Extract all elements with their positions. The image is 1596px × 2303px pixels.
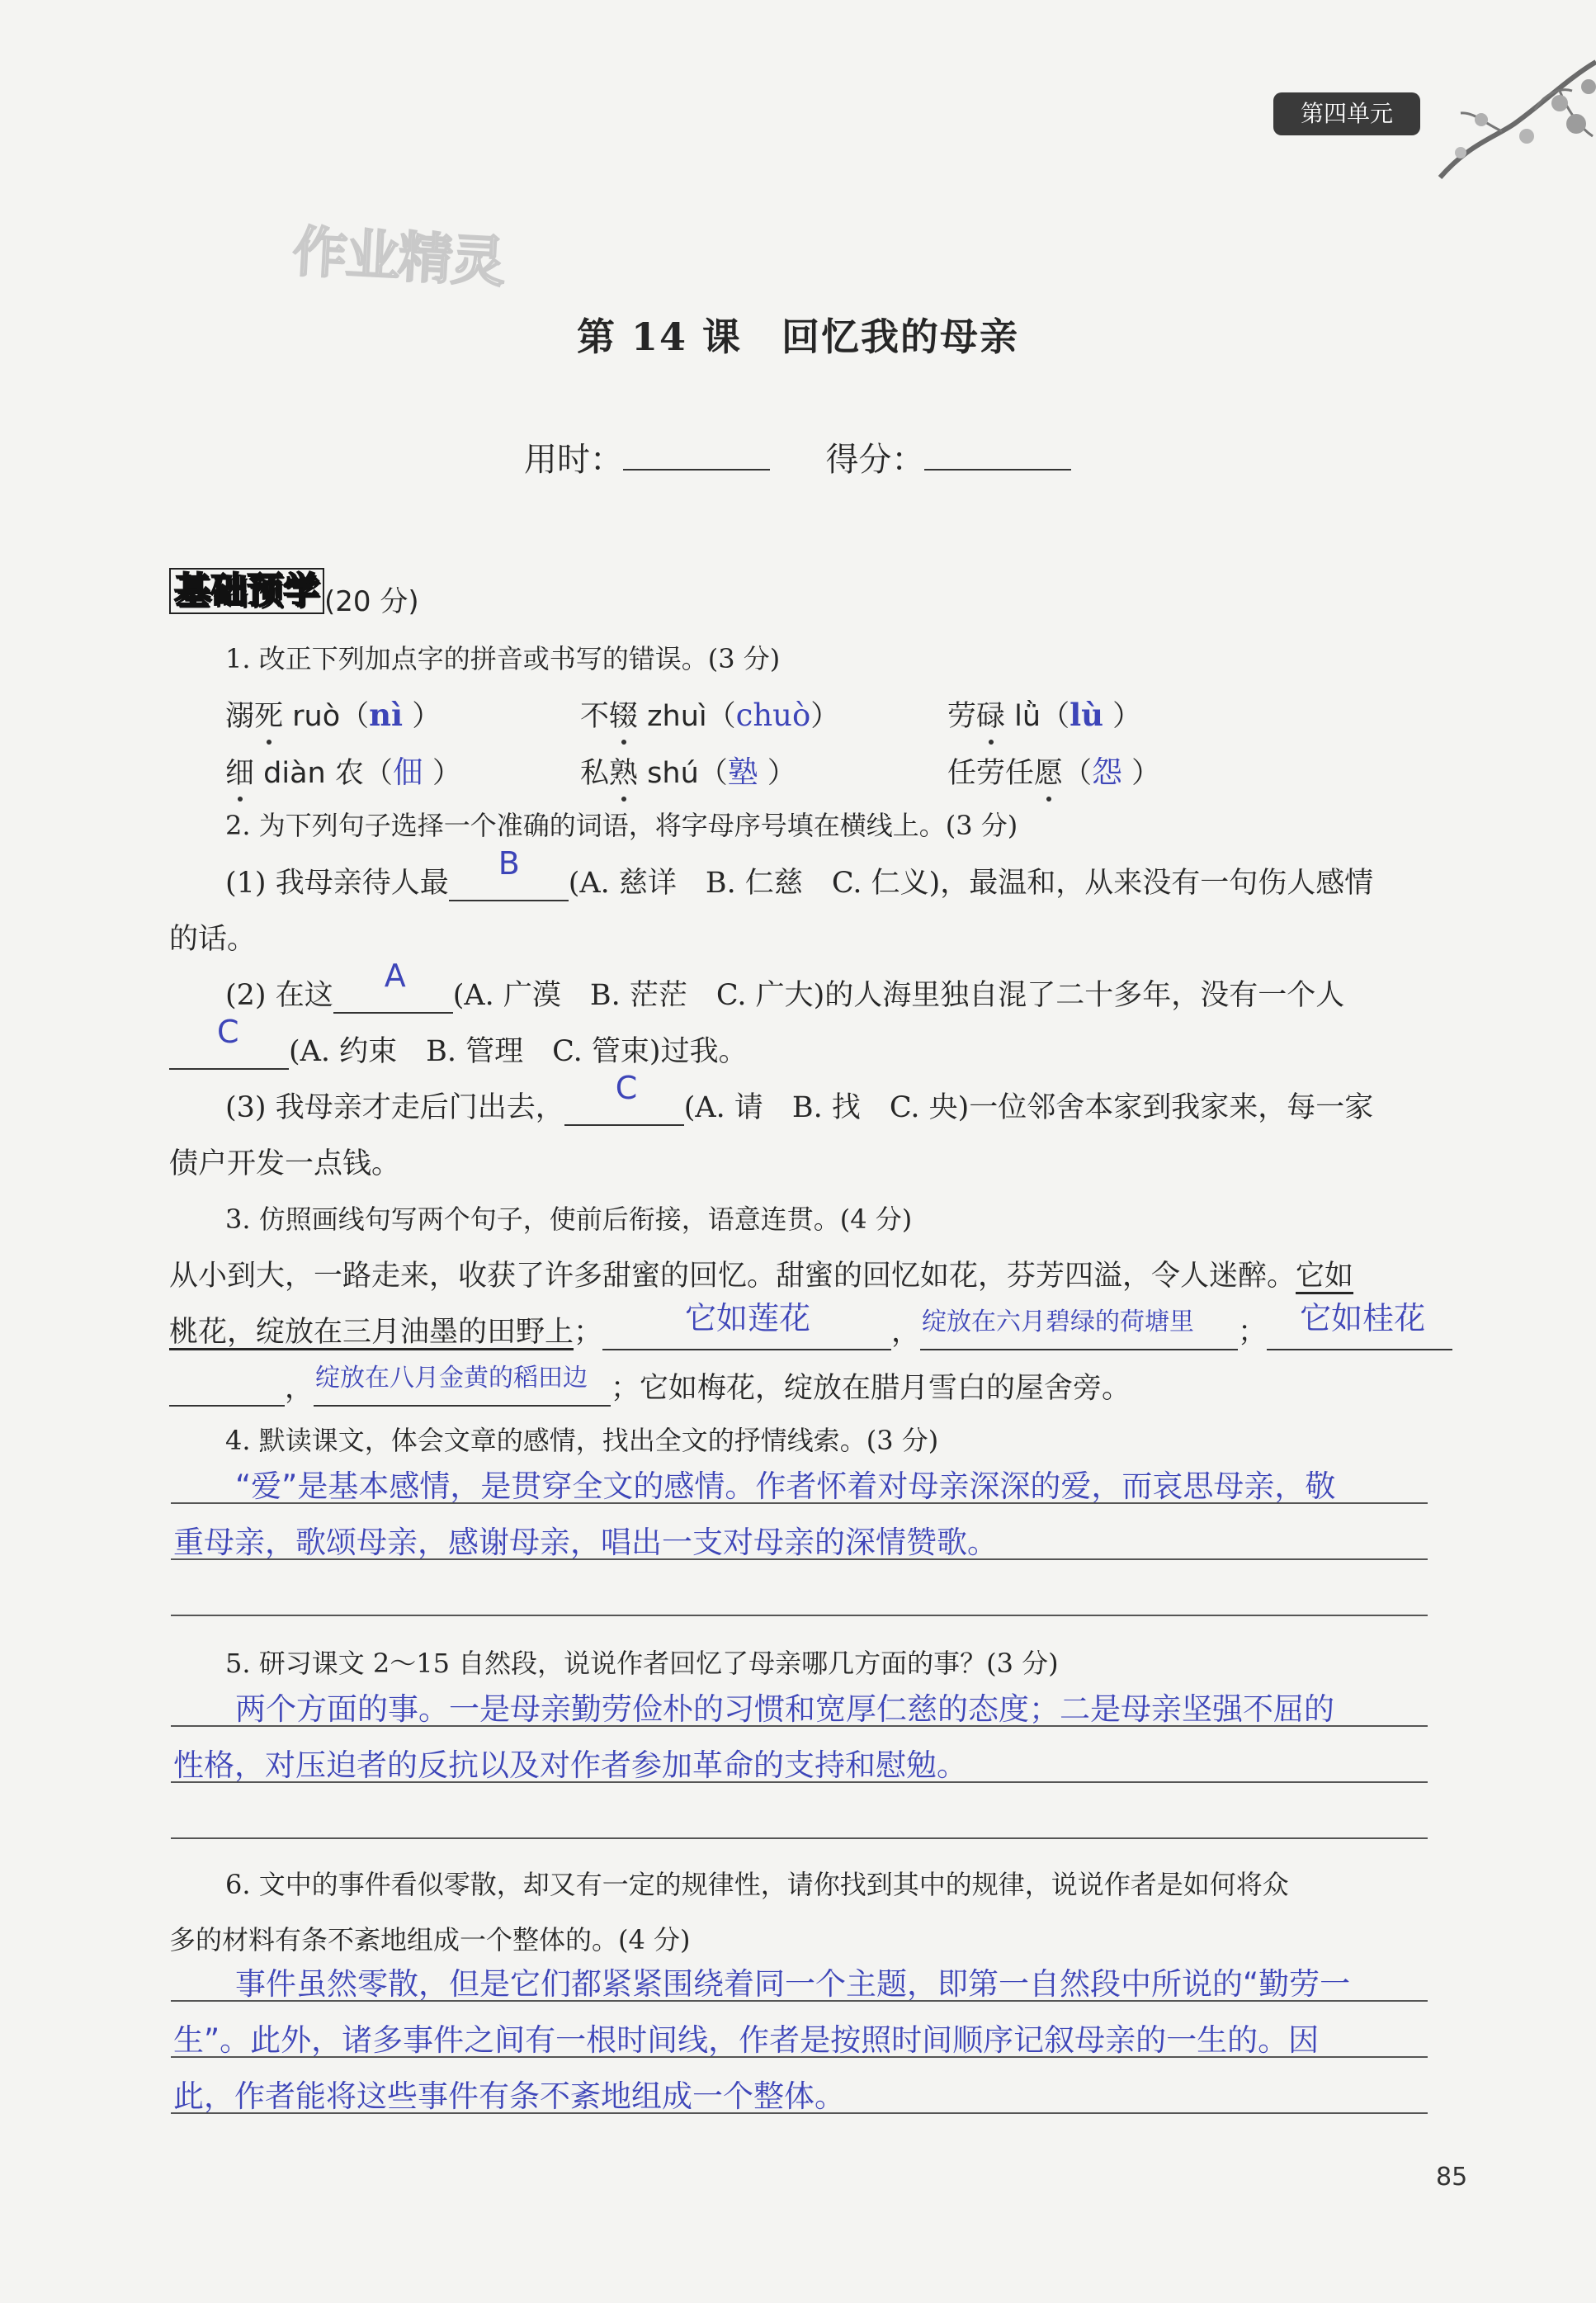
q2-blank-1[interactable]: B: [449, 867, 569, 901]
q4-answer-line-1[interactable]: “爱”是基本感情，是贯穿全文的感情。作者怀着对母亲深深的爱，而哀思母亲，敬: [235, 1468, 1336, 1504]
q1-answer-6[interactable]: 怨: [1092, 754, 1123, 790]
q4-prompt: 4. 默读课文，体会文章的感情，找出全文的抒情线索。(3 分): [225, 1425, 939, 1456]
q2-blank-2[interactable]: A: [333, 979, 453, 1014]
q6-answer-line-2[interactable]: 生”。此外，诸多事件之间有一根时间线，作者是按照时间顺序记叙母亲的一生的。因: [173, 2022, 1320, 2058]
q3-blank-1[interactable]: 它如莲花: [602, 1316, 891, 1350]
time-label: 用时：: [524, 441, 623, 479]
section-header: [169, 568, 419, 619]
q3-line-1: 从小到大，一路走来，收获了许多甜蜜的回忆。甜蜜的回忆如花，芬芳四溢，令人迷醉。它如: [169, 1260, 1354, 1293]
watermark: 作业精灵: [290, 220, 506, 295]
q3-blank-3[interactable]: 它如桂花: [1267, 1316, 1452, 1350]
q1-item-1: 溺死 ruò（nì ）: [225, 693, 441, 735]
q2-sentence-3: (3) 我母亲才走后门出去， C (A. 请 B. 找 C. 央)一位邻舍本家到我家来，每一家: [225, 1070, 1374, 1124]
q2-prompt: 2. 为下列句子选择一个准确的词语，将字母序号填在横线上。(3 分): [225, 810, 1018, 841]
q3-blank-4[interactable]: 绽放在八月金黄的稻田边: [314, 1372, 611, 1407]
q5-prompt: 5. 研习课文 2～15 自然段，说说作者回忆了母亲哪几方面的事？(3 分): [225, 1648, 1059, 1679]
q1-prompt: 1. 改正下列加点字的拼音或书写的错误。(3 分): [225, 643, 781, 674]
unit-badge: 第四单元: [1273, 92, 1420, 135]
q6-answer-line-3[interactable]: 此，作者能将这些事件有条不紊地组成一个整体。: [173, 2078, 845, 2114]
q4-answer-line-2[interactable]: 重母亲，歌颂母亲，感谢母亲，唱出一支对母亲的深情赞歌。: [173, 1525, 998, 1560]
q2-sentence-1-cont: 的话。: [169, 923, 257, 956]
plum-branch-illustration: [1436, 45, 1596, 198]
time-field[interactable]: [623, 469, 770, 471]
q2-sentence-2: (2) 在这 A (A. 广漠 B. 茫茫 C. 广大)的人海里独自混了二十多年，没有一个人: [225, 958, 1345, 1012]
q3-line-2: 桃花，绽放在三月油墨的田野上； 它如莲花 ， 绽放在六月碧绿的荷塘里 ； 它如桂花: [169, 1309, 1452, 1350]
q2-blank-4[interactable]: C: [564, 1091, 684, 1126]
score-field[interactable]: [924, 469, 1071, 471]
q1-answer-3[interactable]: lù: [1070, 697, 1104, 733]
q3-blank-2[interactable]: 绽放在六月碧绿的荷塘里: [920, 1316, 1238, 1350]
q2-sentence-2-cont: C (A. 约束 B. 管理 C. 管束)过我。: [169, 1029, 748, 1070]
q1-item-3: 劳碌 lǜ（lù ）: [947, 693, 1141, 735]
page-number: 85: [1436, 2163, 1468, 2192]
section-title: 基础预学: [169, 568, 324, 614]
q5-answer-line-2[interactable]: 性格，对压迫者的反抗以及对作者参加革命的支持和慰勉。: [173, 1747, 967, 1783]
q3-line-3: ， 绽放在八月金黄的稻田边 ；它如梅花，绽放在腊月雪白的屋舍旁。: [169, 1365, 1131, 1407]
q1-item-5: 私熟 shú（塾 ）: [580, 747, 796, 792]
q1-item-2: 不辍 zhuì（chuò）: [580, 693, 839, 735]
page-title: 第 14 课 回忆我的母亲: [576, 314, 1020, 359]
q5-answer-line-1[interactable]: 两个方面的事。一是母亲勤劳俭朴的习惯和宽厚仁慈的态度；二是母亲坚强不屈的: [235, 1691, 1334, 1727]
q1-answer-5[interactable]: 塾: [727, 754, 758, 790]
q2-sentence-1: (1) 我母亲待人最 B (A. 慈详 B. 仁慈 C. 仁义)，最温和，从来没有一句伤人感情: [225, 845, 1374, 900]
q3-prompt: 3. 仿照画线句写两个句子，使前后衔接，语意连贯。(4 分): [225, 1204, 913, 1235]
q1-answer-4[interactable]: 佃: [392, 754, 423, 790]
section-points: (20 分): [324, 585, 419, 618]
q1-item-6: 任劳任愿（怨 ）: [947, 747, 1160, 792]
q1-answer-1[interactable]: nì: [369, 697, 404, 733]
time-score-row: [524, 433, 1071, 480]
q2-blank-3[interactable]: C: [169, 1035, 289, 1070]
q6-prompt-line-1: 6. 文中的事件看似零散，却又有一定的规律性，请你找到其中的规律，说说作者是如何将众: [225, 1869, 1289, 1900]
q1-answer-2[interactable]: chuò: [735, 698, 811, 733]
q2-sentence-3-cont: 债户开发一点钱。: [169, 1147, 401, 1180]
q6-prompt-line-2: 多的材料有条不紊地组成一个整体的。(4 分): [169, 1924, 691, 1955]
score-label: 得分：: [825, 441, 925, 479]
q1-item-4: 细 diàn 农（佃 ）: [225, 747, 461, 792]
q6-answer-line-1[interactable]: 事件虽然零散，但是它们都紧紧围绕着同一个主题，即第一自然段中所说的“勤劳一: [235, 1966, 1351, 2002]
